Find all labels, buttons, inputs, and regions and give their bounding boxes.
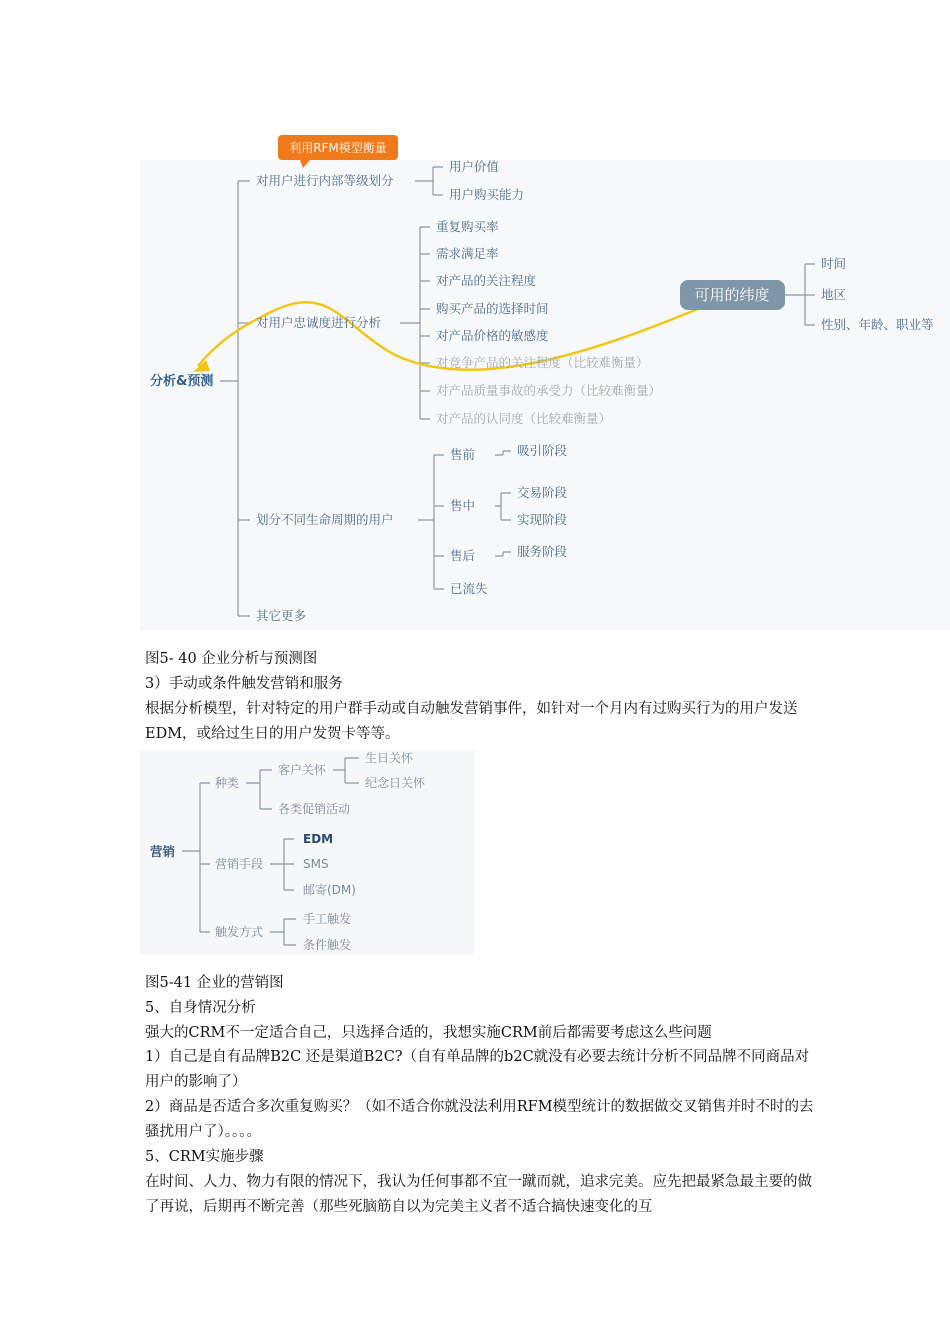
lifecycle-stage: 交易阶段 [517, 485, 568, 500]
loyalty-item: 需求满足率 [436, 246, 499, 261]
care-item: 纪念日关怀 [365, 776, 426, 790]
dimension-item: 性别、年龄、职业等 [821, 317, 934, 332]
lifecycle-pre: 售前 [450, 447, 476, 462]
branch-loyalty: 对用户忠诚度进行分析 [256, 315, 382, 330]
marketing-means: 营销手段 [215, 857, 264, 871]
paragraph-question-1: 1）自己是自有品牌B2C 还是渠道B2C?（自有单品牌的b2C就没有必要去统计分析不同品牌不同商品对用户的影响了） [145, 1049, 810, 1090]
trigger-item: 手工触发 [303, 912, 352, 926]
means-item: EDM [303, 832, 334, 846]
marketing-care: 客户关怀 [278, 763, 327, 777]
lifecycle-stage: 吸引阶段 [517, 443, 568, 458]
caption-fig-5-41: 图5-41 企业的营销图 [145, 975, 284, 991]
branch-more: 其它更多 [256, 608, 307, 623]
dimension-box [680, 280, 785, 310]
level-item: 用户购买能力 [449, 187, 525, 202]
heading-crm-steps: 5、CRM实施步骤 [145, 1149, 264, 1165]
paragraph-self-analysis: 强大的CRM不一定适合自己，只选择合适的，我想实施CRM前后都需要考虑这么些问题 [145, 1025, 712, 1041]
loyalty-item: 对产品的认同度（比较难衡量） [436, 411, 612, 426]
loyalty-item: 对产品质量事故的承受力（比较难衡量） [436, 383, 662, 398]
lifecycle-stage: 服务阶段 [517, 544, 568, 559]
paragraph-crm-steps: 在时间、人力、物力有限的情况下，我认为任何事都不宜一蹴而就，追求完美。应先把最紧急最主要的做了再说，后期再不断完善（那些死脑筋自以为完美主义者不适合搞快速变化的互 [145, 1174, 812, 1215]
trigger-item: 条件触发 [303, 938, 352, 952]
dimension-box-label: 可用的纬度 [694, 286, 770, 304]
loyalty-item: 购买产品的选择时间 [436, 301, 549, 316]
means-item: SMS [303, 857, 329, 871]
marketing-promo: 各类促销活动 [278, 802, 351, 816]
dimension-item: 时间 [821, 256, 847, 271]
lifecycle-lost: 已流失 [450, 581, 488, 596]
analysis-mindmap [0, 0, 950, 640]
loyalty-item: 对竞争产品的关注程度（比较难衡量） [436, 355, 649, 370]
heading-self-analysis: 5、自身情况分析 [145, 1000, 256, 1016]
branch-lifecycle: 划分不同生命周期的用户 [256, 512, 394, 527]
loyalty-item: 对产品的关注程度 [436, 273, 537, 288]
paragraph-trigger-marketing: 根据分析模型，针对特定的用户群手动或自动触发营销事件，如针对一个月内有过购买行为的用户发送EDM，或给过生日的用户发贺卡等等。 [145, 701, 798, 742]
paragraph-question-2: 2）商品是否适合多次重复购买？（如不适合你就没法利用RFM模型统计的数据做交叉销售并时不时的去骚扰用户了）。。。。 [145, 1099, 814, 1140]
level-item: 用户价值 [449, 159, 500, 174]
mindmap-root: 分析&预测 [150, 374, 214, 389]
lifecycle-stage: 实现阶段 [517, 512, 568, 527]
heading-trigger-marketing: 3）手动或条件触发营销和服务 [145, 676, 343, 692]
loyalty-item: 重复购买率 [436, 219, 499, 234]
care-item: 生日关怀 [365, 751, 414, 765]
marketing-root: 营销 [150, 844, 176, 859]
loyalty-item: 对产品价格的敏感度 [436, 328, 549, 343]
branch-level: 对用户进行内部等级划分 [256, 173, 394, 188]
means-item: 邮寄(DM) [303, 883, 356, 897]
lifecycle-post: 售后 [450, 548, 476, 563]
caption-fig-5-40: 图5- 40 企业分析与预测图 [145, 651, 318, 667]
dimension-item: 地区 [821, 287, 847, 302]
marketing-kinds: 种类 [215, 776, 240, 790]
marketing-mindmap [0, 745, 950, 960]
rfm-tag-label: 利用RFM模型衡量 [289, 141, 387, 155]
marketing-trigger: 触发方式 [215, 925, 264, 939]
lifecycle-mid: 售中 [450, 498, 476, 513]
